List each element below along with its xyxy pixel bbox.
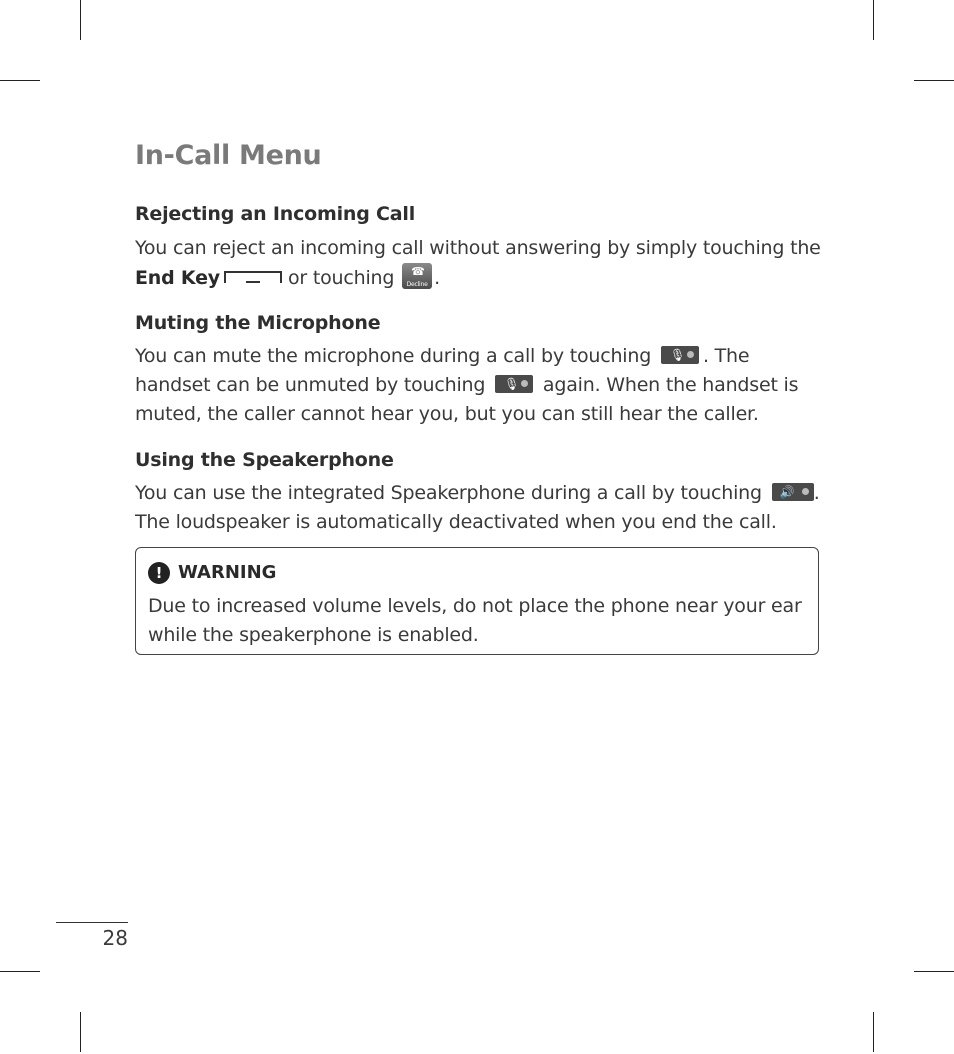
exclamation-icon: ! — [148, 562, 170, 584]
section-text-rejecting: You can reject an incoming call without answering by simply touching the End Key or touching ☎ Decline . — [135, 237, 821, 289]
section-text-muting: You can mute the microphone during a call by touching 🎙 . The handset can be unmuted by touching 🎙 again. When the handset is muted, the caller cannot hear you, but you can still hear the caller. — [135, 345, 799, 425]
section-heading-speakerphone: Using the Speakerphone — [135, 449, 394, 471]
end-key-icon — [224, 271, 282, 287]
crop-mark — [873, 1012, 874, 1052]
section-heading-muting: Muting the Microphone — [135, 312, 381, 334]
section-text-speakerphone: You can use the integrated Speakerphone during a call by touching 🔊 . The loudspeaker is automatically deactivated when you end the call. — [135, 482, 820, 533]
page-number: 28 — [102, 926, 128, 950]
section-heading-rejecting: Rejecting an Incoming Call — [135, 203, 416, 225]
decline-icon-label: Decline — [406, 281, 428, 288]
crop-mark — [0, 971, 40, 972]
crop-mark — [80, 1012, 81, 1052]
crop-mark — [80, 0, 81, 40]
page-title: In-Call Menu — [135, 140, 322, 171]
warning-box — [135, 547, 819, 655]
crop-mark — [0, 80, 40, 81]
crop-mark — [914, 971, 954, 972]
microphone-icon: 🎙 — [661, 346, 699, 364]
speaker-icon: 🔊 — [772, 483, 814, 501]
warning-title: WARNING — [178, 562, 277, 583]
page-number-rule — [56, 922, 128, 923]
crop-mark — [873, 0, 874, 40]
microphone-icon: 🎙 — [495, 375, 533, 393]
warning-text: Due to increased volume levels, do not place the phone near your ear while the speakerphone is enabled. — [148, 595, 802, 646]
end-key-label: End Key — [135, 267, 220, 289]
decline-call-icon: ☎ Decline — [402, 263, 432, 289]
crop-mark — [914, 80, 954, 81]
